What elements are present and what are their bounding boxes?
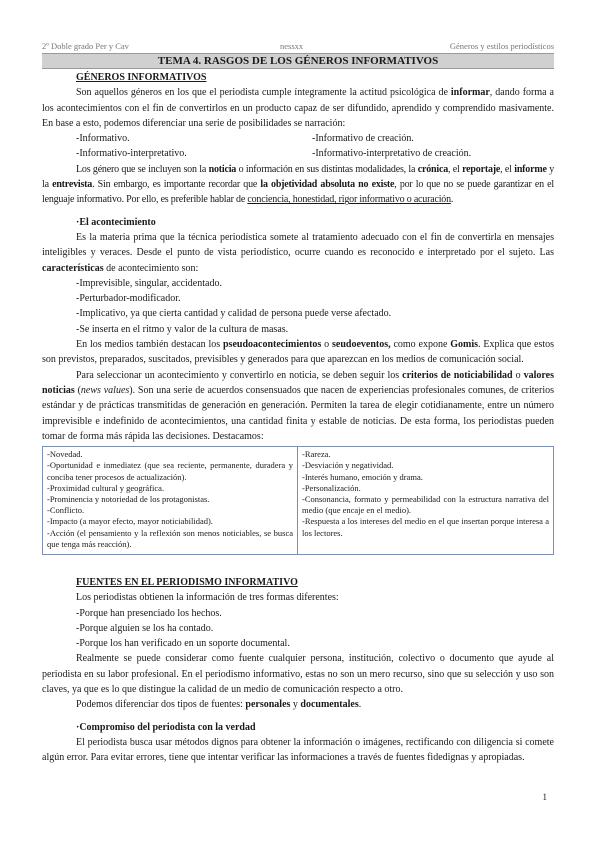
list-item: -Imprevisible, singular, accidentado. (76, 277, 222, 289)
header-course: 2º Doble grado Per y Cav (42, 41, 129, 51)
list-item: -Rareza. (302, 449, 331, 460)
list-row: -Informativo. -Informativo de creación. (76, 133, 414, 145)
paragraph: Realmente se puede considerar como fuente cualquier persona, institución, colectivo o documento que ayude al periodista en su labor profesional. En el periodismo informativo, estas no son un mero recurso, sino que su selección y uso son claves, ya que es lo que distingue la calidad de un medio de comunicación respecto a otro. (42, 653, 554, 696)
list-item: -Proximidad cultural y geográfica. (47, 482, 165, 493)
news-values-right-column (298, 447, 553, 554)
news-values-table (42, 446, 554, 555)
header-author: nessxx (280, 41, 304, 51)
paragraph: El periodista busca usar métodos dignos para obtener la información o imágenes, rectificando con diligencia si comete algún error. Para evitar errores, tiene que intentar verificar las informaciones a través de fuentes fidedignas y apropiadas. (42, 736, 554, 764)
list-item: -Prominencia y notoriedad de los protagonistas. (47, 493, 210, 504)
paragraph: Podemos diferenciar dos tipos de fuentes: personales y documentales. (76, 699, 362, 711)
list-item: -Conflicto. (47, 505, 85, 516)
news-values-left-column (43, 447, 298, 554)
list-item: -Novedad. (47, 449, 83, 460)
section-heading-generos: GÉNEROS INFORMATIVOS (76, 72, 207, 83)
list-item: -Se inserta en el ritmo y valor de la cultura de masas. (76, 323, 289, 335)
list-item: -Perturbador-modificador. (76, 293, 181, 305)
list-row: -Informativo-interpretativo. -Informativo-interpretativo de creación. (76, 148, 472, 160)
paragraph: Es la materia prima que la técnica periodística somete al tratamiento adecuado con el fin de convertirla en mensajes inteligibles y veraces. Desde el punto de vista periodístico, ocurre cuando es reconocido e interpretado por el sujeto. Las características de acontecimiento son: (42, 231, 554, 274)
document-body (42, 70, 554, 766)
section-heading-fuentes: FUENTES EN EL PERIODISMO INFORMATIVO (76, 576, 298, 588)
list-item: -Porque han presenciado los hechos. (76, 607, 222, 619)
paragraph: En los medios también destacan los pseudoacontecimientos o seudoeventos, como expone Gomis. Explica que estos son previstos, preparados, suscitados, previsibles y generados para que aparezcan en los medios de comunicación social. (42, 339, 555, 366)
page-title: TEMA 4. RASGOS DE LOS GÉNEROS INFORMATIVOS (42, 53, 554, 69)
header-subject: Géneros y estilos periodísticos (449, 41, 554, 51)
list-item: -Porque los han verificado en un soporte documental. (76, 638, 290, 650)
paragraph: Son aquellos géneros en los que el periodista cumple íntegramente la actitud psicológica de informar, dando forma a los acontecimientos con el fin de convertirlos en un producto capaz de ser difundido, aprendido y comprendido masivamente. En base a esto, podemos diferenciar una serie de posibilidades se narración: (42, 87, 554, 129)
subsection-heading-acontecimiento: ·El acontecimiento (76, 216, 156, 228)
page-header (42, 41, 554, 53)
paragraph: Los género que se incluyen son la noticia o información en sus distintas modalidades, la crónica, el reportaje, el informe y la entrevista. Sin embargo, es importante recordar que la objetividad absoluta no existe, por lo que no se puede garantizar en el lenguaje informativo. Por ello, es preferible hablar de conciencia, honestidad, rigor informativo o acuración. (42, 163, 555, 206)
subsection-heading-compromiso: ·Compromiso del periodista con la verdad (76, 721, 256, 733)
list-item: -Porque alguien se los ha contado. (76, 622, 214, 634)
page-number: 1 (542, 792, 547, 802)
list-item: -Oportunidad e inmediatez (que sea reciente, permanente, duradera y conciba tener procesos de actualización). (47, 460, 293, 482)
paragraph: Los periodistas obtienen la información de tres formas diferentes: (76, 592, 339, 604)
list-item: -Implicativo, ya que cierta cantidad y calidad de persona puede verse afectado. (76, 308, 392, 320)
list-item: -Consonancia, formato y permeabilidad con la estructura narrativa del medio (que encaje en el medio). (302, 493, 549, 516)
list-item: -Acción (el pensamiento y la reflexión son menos noticiables, se busca que tenga más reacción). (47, 527, 293, 549)
list-item: -Personalización. (302, 482, 361, 493)
list-item: -Respuesta a los intereses del medio en el que insertan porque interesa a los lectores. (302, 516, 549, 538)
list-item: -Desviación y negatividad. (302, 460, 394, 471)
list-item: -Impacto (a mayor efecto, mayor noticiabilidad). (47, 516, 213, 527)
list-item: -Interés humano, emoción y drama. (302, 471, 423, 482)
paragraph: Para seleccionar un acontecimiento y convertirlo en noticia, se deben seguir los criterios de noticiabilidad o valores noticias (news values). Son una serie de acuerdos consensuados que nacen de experiencias profesionales comunes, de criterios estándar y de prácticas transmitidas de generación en generación. Permiten la tarea de elegir cotidianamente, entre un número imprevisible e indefinido de acontecimientos, una cantidad finita y estable de noticias. De esta forma, los periodistas pueden tomar de forma más rápida las decisiones. Destacamos: (42, 369, 554, 442)
